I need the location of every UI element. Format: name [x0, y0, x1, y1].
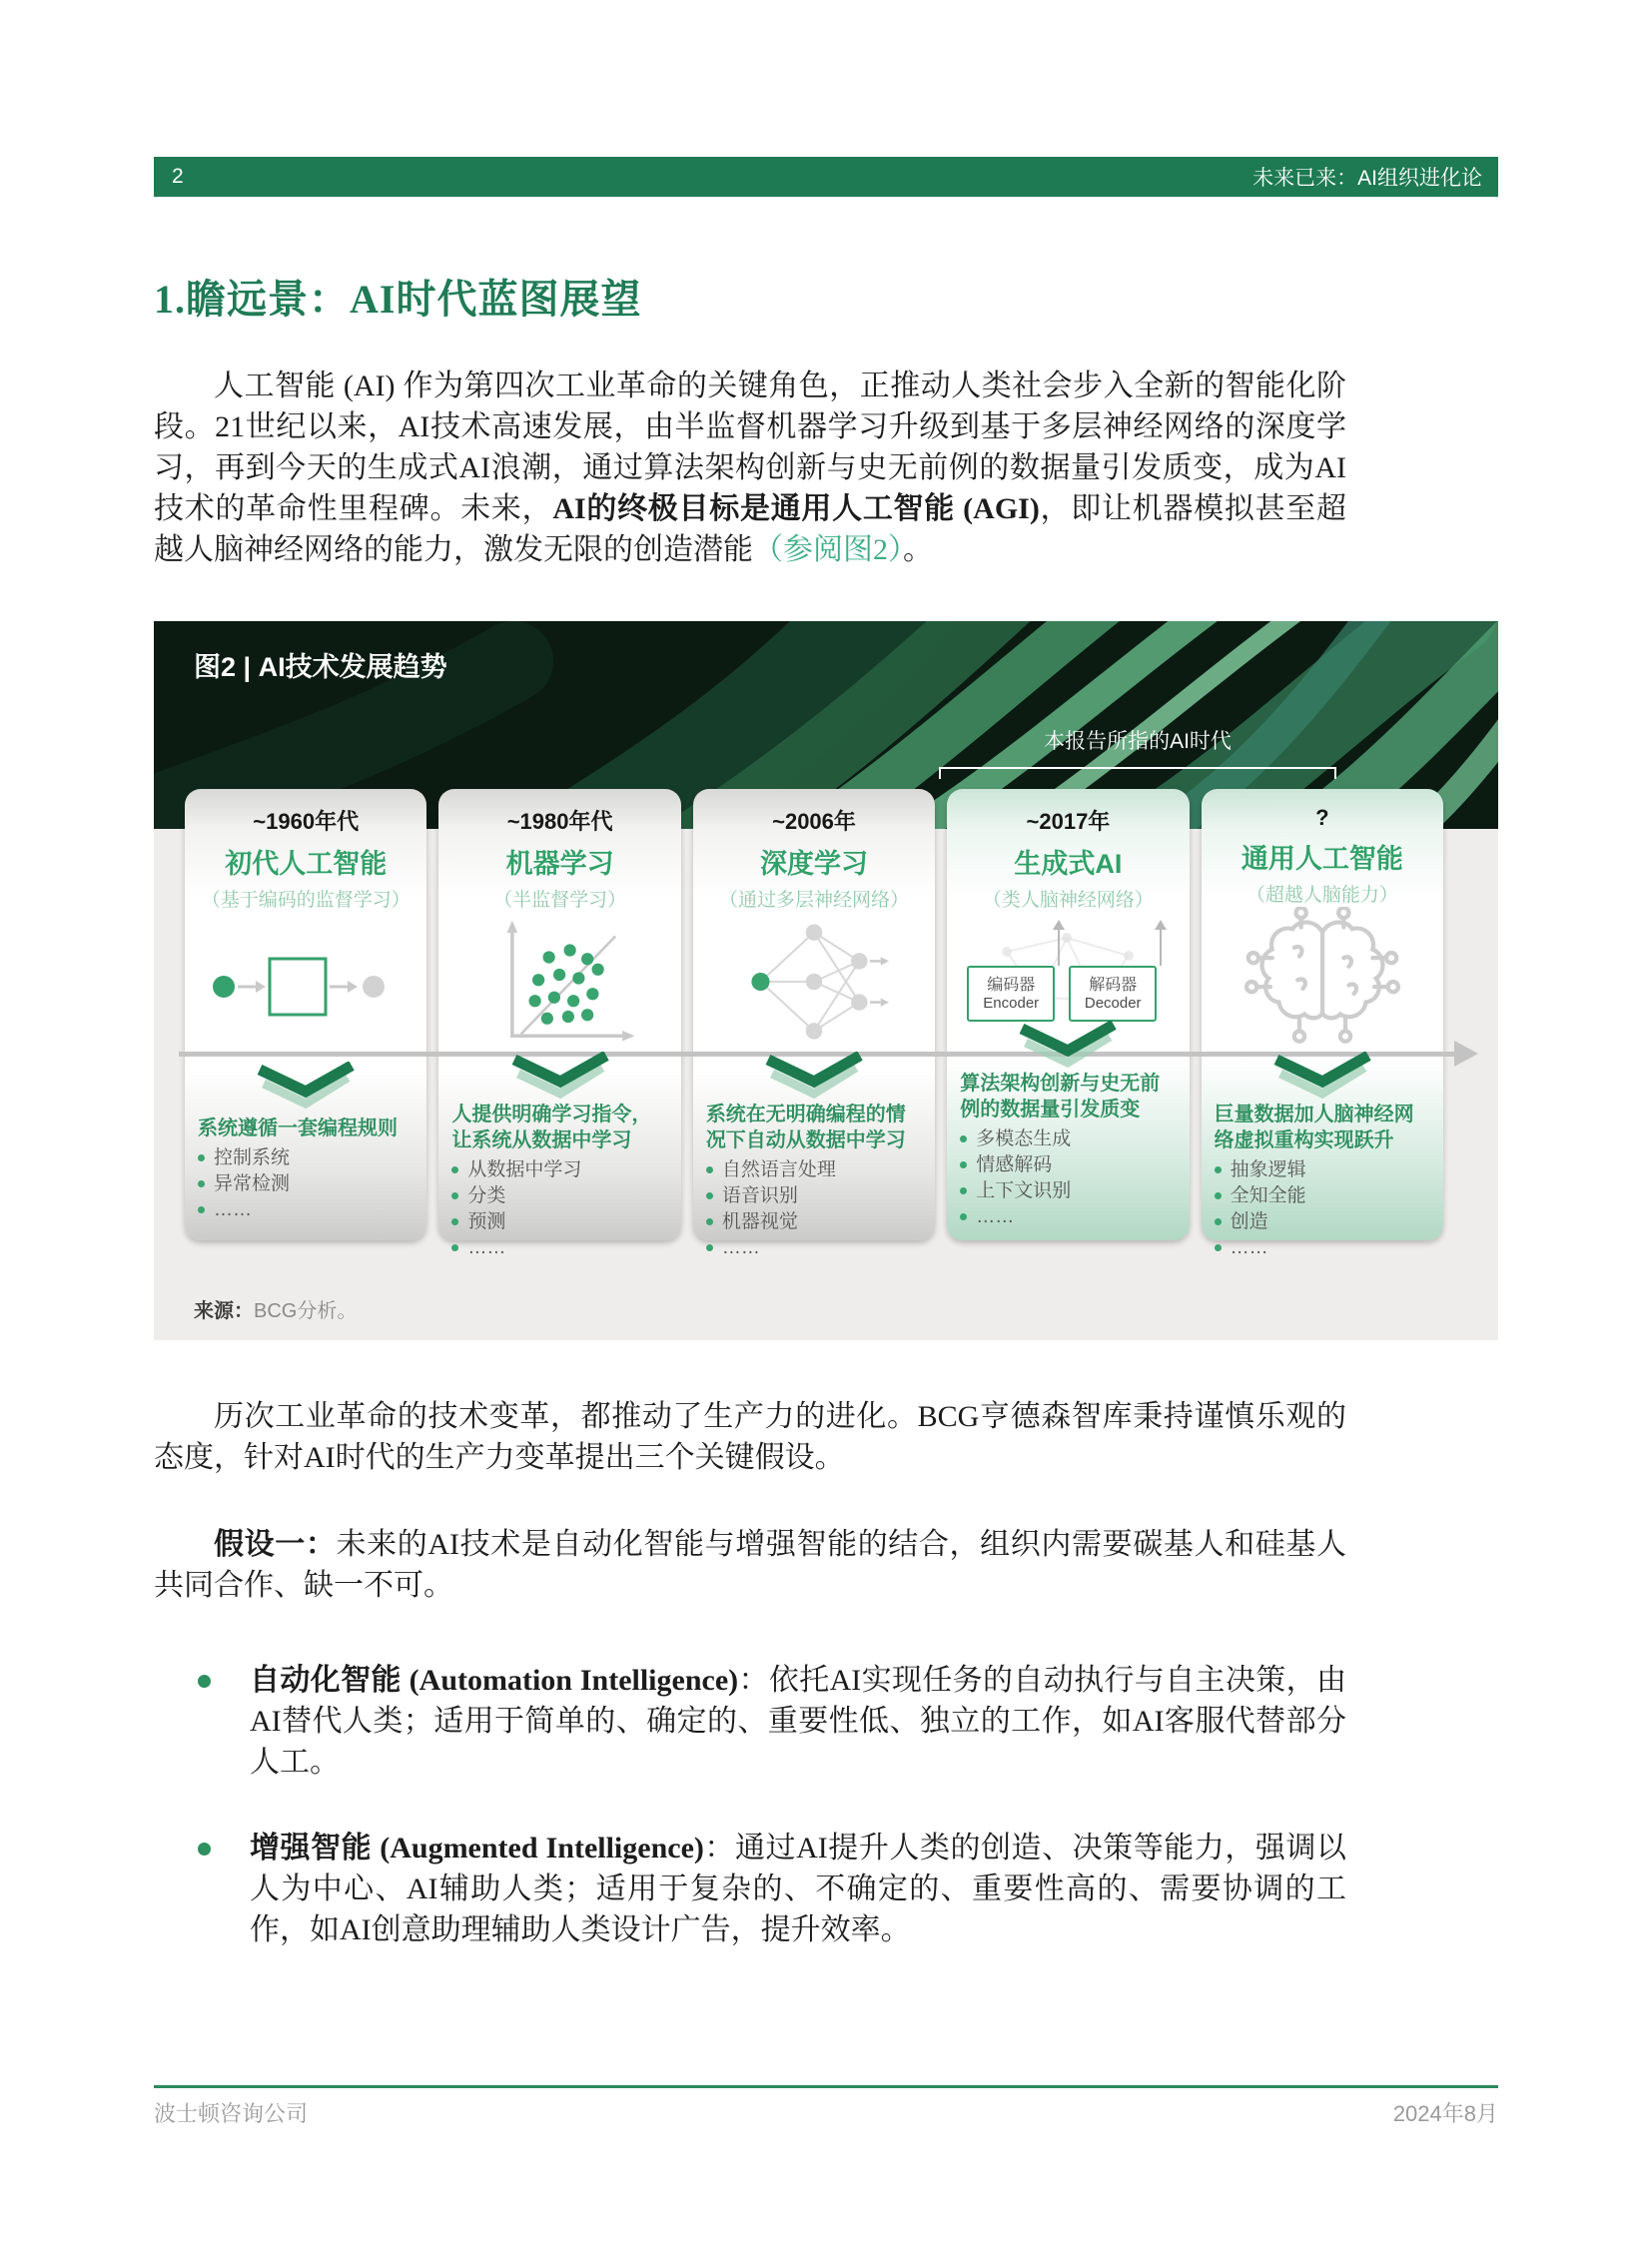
- era-title: 初代人工智能: [225, 849, 388, 879]
- intro-text-end: 。: [903, 533, 933, 566]
- era-item-list: [960, 1126, 1176, 1230]
- era-subtitle: （超越人脑能力）: [1245, 885, 1398, 906]
- chevron-down-marker: [438, 1052, 680, 1102]
- list-item: 创造: [1215, 1209, 1430, 1235]
- list-item: 异常检测: [198, 1171, 413, 1197]
- era-description: 系统遵循一套编程规则: [198, 1118, 398, 1139]
- era-card-1980s: [438, 789, 680, 1258]
- page-number: 2: [172, 165, 184, 188]
- footer-date: 2024年8月: [1392, 2101, 1498, 2126]
- up-arrow-icon: [1058, 924, 1060, 966]
- list-item: 全知全能: [1215, 1183, 1430, 1209]
- augmented-intelligence-bullet: [154, 1828, 1346, 1950]
- page-header-bar: [154, 157, 1498, 197]
- era-subtitle: （通过多层神经网络）: [719, 890, 910, 911]
- figure-title: 图2 | AI技术发展趋势: [194, 652, 447, 682]
- era-description-block: [693, 1102, 935, 1271]
- era-bracket: [939, 767, 1336, 779]
- chevron-down-marker: [693, 1052, 935, 1102]
- intro-text-bold: AI的终极目标是通用人工智能 (AGI): [552, 492, 1040, 525]
- industrial-revolution-paragraph: 历次工业革命的技术变革，都推动了生产力的进化。BCG亨德森智库秉持谨慎乐观的态度，针对AI时代的生产力变革提出三个关键假设。: [154, 1400, 1346, 1474]
- scatter-plot-icon: [438, 912, 680, 1052]
- list-item: 从数据中学习: [451, 1157, 667, 1183]
- era-subtitle: （基于编码的监督学习）: [201, 890, 411, 911]
- era-cards-row: [185, 789, 1443, 1258]
- neural-network-icon: [693, 912, 935, 1052]
- era-card-2017: [947, 789, 1189, 1240]
- figure-source-note: [194, 1294, 357, 1323]
- list-item: 自然语言处理: [706, 1157, 922, 1183]
- era-year: ?: [1315, 805, 1329, 830]
- decoder-box: [1069, 966, 1157, 1022]
- list-item: ……: [198, 1197, 413, 1223]
- list-item: 机器视觉: [706, 1209, 922, 1235]
- era-card-agi: [1202, 789, 1443, 1258]
- encoder-decoder-icon: [947, 912, 1189, 1021]
- era-item-list: [706, 1157, 922, 1261]
- list-item: ……: [1215, 1235, 1430, 1261]
- report-title: 未来已来：AI组织进化论: [1252, 167, 1482, 190]
- era-description: 人提供明确学习指令，让系统从数据中学习: [451, 1104, 652, 1151]
- era-title: 通用人工智能: [1240, 844, 1403, 874]
- chevron-down-marker: [1202, 1052, 1443, 1102]
- encoder-label-en: Encoder: [983, 994, 1040, 1012]
- decoder-label-en: Decoder: [1084, 994, 1142, 1012]
- era-year: ~1980年代: [506, 809, 613, 834]
- era-description: 巨量数据加人脑神经网络虚拟重构实现跃升: [1214, 1104, 1414, 1151]
- intro-text-pre: 人工智能 (AI) 作为第四次工业革命的关键角色，正推动人类社会步入全新的智能化阶段。21世纪以来，AI技术高速发展，由半监督机器学习升级到基于多层神经网络的深度学习，再到今天的生成式AI浪潮，通过算法架构创新与史无前例的数据量引发质变，成为AI技术的革命性里程碑。未来，: [154, 370, 1346, 525]
- list-item: 抽象逻辑: [1215, 1157, 1430, 1183]
- list-item: ……: [706, 1235, 922, 1261]
- era-card-1960s: [185, 789, 426, 1240]
- up-arrow-icon: [1160, 924, 1162, 966]
- intro-text-mid: ，即让机器模拟甚至超越人脑神经网络的能力，激发无限的创造潜能: [154, 492, 1347, 566]
- list-item: 控制系统: [198, 1145, 413, 1171]
- figure-2-reference-link[interactable]: （参阅图2）: [753, 533, 903, 566]
- list-item: 情感解码: [960, 1152, 1176, 1178]
- era-item-list: [198, 1145, 413, 1223]
- era-description: 系统在无明确编程的情况下自动从数据中学习: [705, 1104, 906, 1151]
- list-item: 语音识别: [706, 1183, 922, 1209]
- era-year: ~2006年: [772, 809, 856, 834]
- hypothesis-one-paragraph: [154, 1524, 1346, 1606]
- era-title: 生成式AI: [1014, 849, 1123, 879]
- list-item: 预测: [451, 1209, 667, 1235]
- era-title: 深度学习: [760, 849, 869, 879]
- footer-company: 波士顿咨询公司: [154, 2101, 309, 2126]
- encoder-label-cn: 编码器: [987, 976, 1036, 994]
- chevron-down-marker: [185, 1062, 426, 1116]
- era-year: ~1960年代: [253, 809, 360, 834]
- era-item-list: [451, 1157, 667, 1261]
- list-item: 多模态生成: [960, 1126, 1176, 1152]
- footer-divider: [154, 2085, 1498, 2088]
- page-footer: [154, 2097, 1498, 2128]
- bullet-text: ：通过AI提升人类的创造、决策等能力，强调以人为中心、AI辅助人类；适用于复杂的、不确定的、重要性高的、需要协调的工作，如AI创意助理辅助人类设计广告，提升效率。: [250, 1832, 1346, 1946]
- list-item: 分类: [451, 1183, 667, 1209]
- chevron-down-marker: [947, 1021, 1189, 1071]
- hypothesis-text: 未来的AI技术是自动化智能与增强智能的结合，组织内需要碳基人和硅基人共同合作、缺一不可。: [154, 1528, 1346, 1602]
- rule-based-flow-icon: [185, 912, 426, 1062]
- era-description: 算法架构创新与史无前例的数据量引发质变: [960, 1073, 1161, 1120]
- era-label: 本报告所指的AI时代: [1044, 730, 1232, 753]
- era-title: 机器学习: [505, 849, 614, 879]
- hypothesis-label: 假设一：: [214, 1528, 337, 1561]
- automation-intelligence-bullet: [154, 1660, 1346, 1783]
- list-item: ……: [960, 1204, 1176, 1230]
- era-description-block: [185, 1116, 426, 1240]
- encoder-box: [967, 966, 1055, 1022]
- era-subtitle: （半监督学习）: [493, 890, 627, 911]
- era-card-2006: [693, 789, 935, 1258]
- bullet-text: ：依托AI实现任务的自动执行与自主决策，由AI替代人类；适用于简单的、确定的、重要性低、独立的工作，如AI客服代替部分人工。: [250, 1664, 1346, 1779]
- era-description-block: [1202, 1102, 1443, 1271]
- era-description-block: [438, 1102, 680, 1271]
- decoder-label-cn: 解码器: [1089, 976, 1138, 994]
- brain-circuit-icon: [1202, 907, 1443, 1052]
- source-text: BCG分析。: [254, 1300, 358, 1322]
- figure-2: [154, 621, 1498, 1340]
- bullet-term: 自动化智能 (Automation Intelligence): [250, 1664, 739, 1697]
- intro-paragraph: [154, 366, 1346, 570]
- list-item: ……: [451, 1235, 667, 1261]
- source-label: 来源：: [194, 1300, 254, 1322]
- era-description-block: [947, 1071, 1189, 1240]
- bullet-term: 增强智能 (Augmented Intelligence): [250, 1832, 704, 1865]
- section-heading: 1.瞻远景：AI时代蓝图展望: [154, 277, 642, 322]
- era-subtitle: （类人脑神经网络）: [982, 890, 1154, 911]
- list-item: 上下文识别: [960, 1178, 1176, 1204]
- era-item-list: [1215, 1157, 1430, 1261]
- era-year: ~2017年: [1026, 809, 1111, 834]
